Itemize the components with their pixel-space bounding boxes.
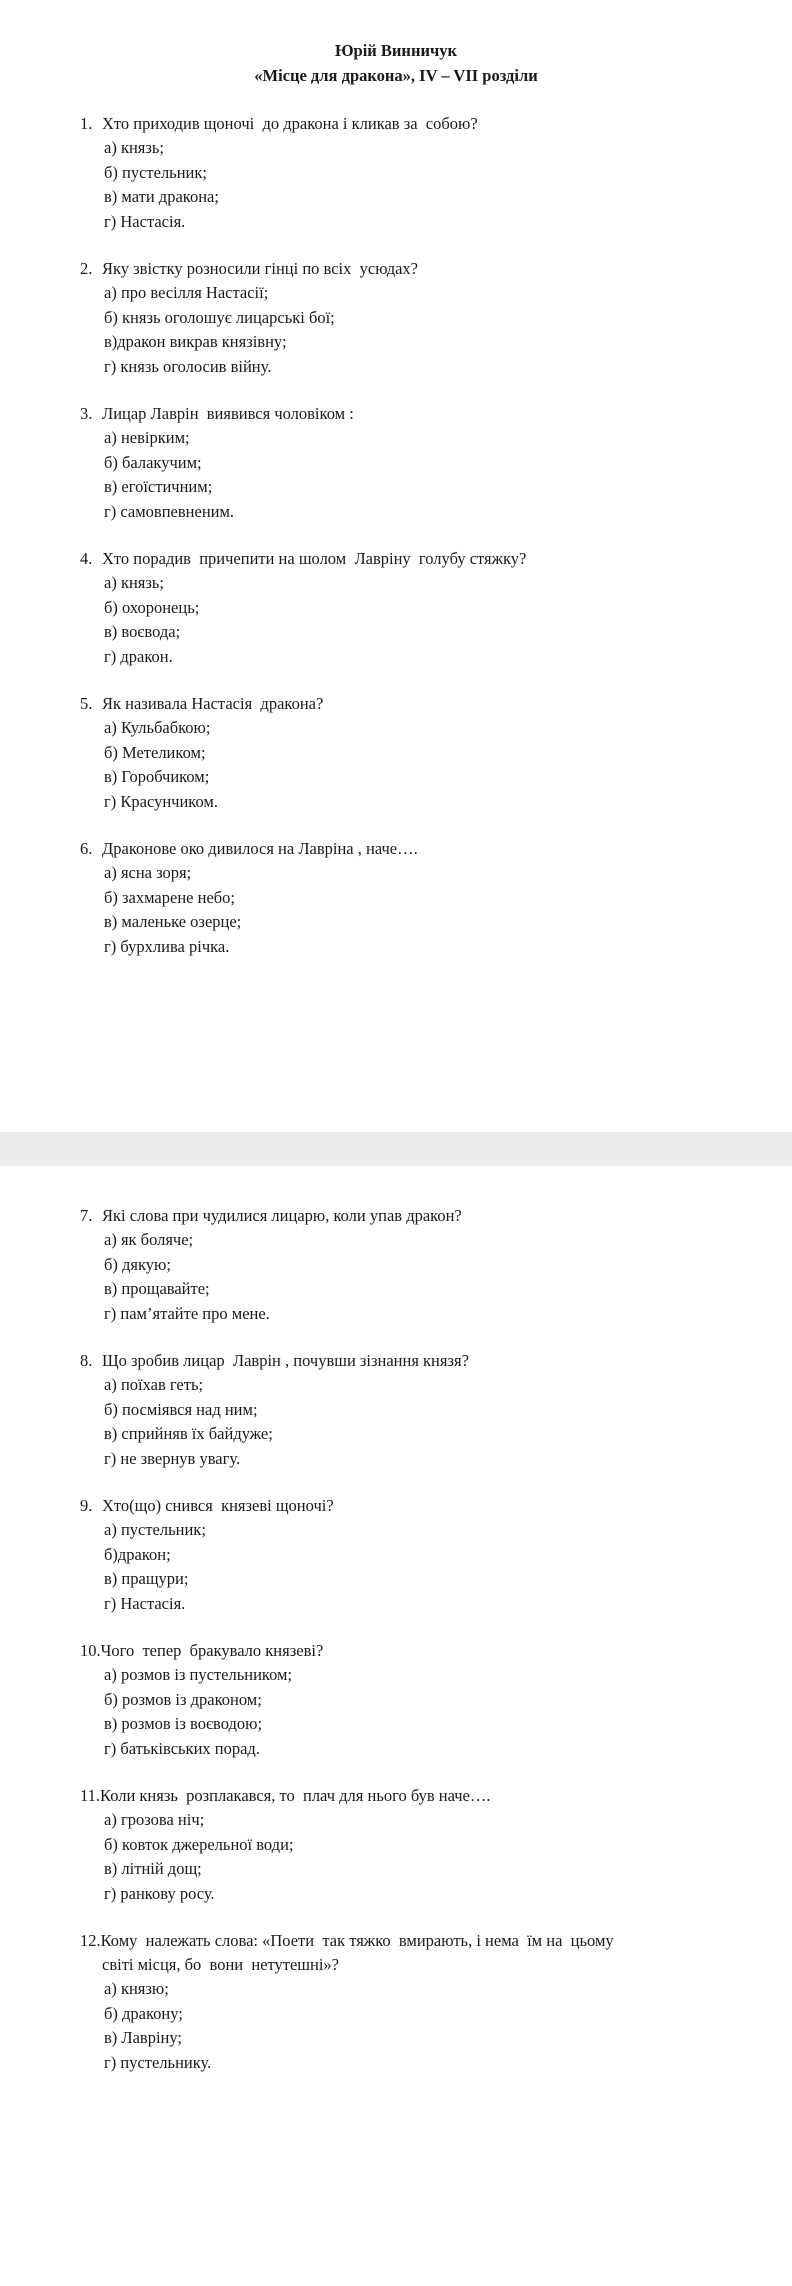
question-item — [80, 1639, 732, 1761]
answer-options — [80, 1977, 732, 2075]
question-number: 3. — [80, 404, 93, 423]
question-item — [80, 1929, 732, 2075]
answer-option: г) Красунчиком. — [104, 791, 218, 811]
question-number: 6. — [80, 839, 93, 858]
answer-option: г) Настасія. — [104, 211, 186, 231]
question-list-page-1 — [80, 112, 732, 982]
question-label: Чого тепер бракувало князеві? — [100, 1641, 324, 1660]
answer-option: б) балакучим; — [104, 452, 202, 472]
answer-option: а) як боляче; — [104, 1230, 194, 1249]
answer-option: а) розмов із пустельником; — [104, 1665, 293, 1684]
question-item — [80, 1494, 732, 1616]
answer-options — [80, 1518, 732, 1616]
answer-option: а) князь; — [104, 573, 165, 592]
question-text — [80, 112, 732, 136]
answer-option: г) самовпевненим. — [104, 501, 235, 521]
question-item — [80, 402, 732, 524]
answer-option: в) прощавайте; — [104, 1279, 210, 1298]
question-text — [80, 402, 732, 426]
answer-option: б) захмарене небо; — [104, 887, 235, 907]
document-page-1 — [0, 0, 792, 1132]
question-text — [80, 1204, 732, 1228]
answer-option: в) мати дракона; — [104, 187, 219, 206]
answer-option: а) Кульбабкою; — [104, 718, 211, 737]
answer-option: б) пустельник; — [104, 162, 207, 182]
answer-option: в)дракон викрав князівну; — [104, 332, 287, 351]
answer-option: в) Горобчиком; — [104, 767, 210, 786]
question-label: Кому належать слова: «Поети так тяжко вмирають, і нема їм на цьому — [100, 1931, 614, 1950]
question-text — [80, 1349, 732, 1373]
answer-option: б) дякую; — [104, 1254, 171, 1274]
question-text — [80, 1639, 732, 1663]
question-number: 1. — [80, 114, 93, 133]
document-title: «Місце для дракона», IV – VII розділи — [254, 66, 538, 85]
document-page-2 — [0, 1166, 792, 2286]
question-number: 9. — [80, 1496, 93, 1515]
question-label: Драконове око дивилося на Лавріна , наче…. — [102, 839, 418, 858]
answer-options — [80, 1373, 732, 1471]
answer-option: в) пращури; — [104, 1569, 189, 1588]
answer-options — [80, 281, 732, 379]
answer-option: б)дракон; — [104, 1544, 171, 1564]
answer-option: в) літній дощ; — [104, 1859, 202, 1878]
answer-option: а) поїхав геть; — [104, 1375, 204, 1394]
answer-option: а) пустельник; — [104, 1520, 206, 1539]
answer-option: а) грозова ніч; — [104, 1810, 205, 1829]
question-item — [80, 837, 732, 959]
question-number: 8. — [80, 1351, 93, 1370]
answer-option: б) розмов із драконом; — [104, 1689, 262, 1709]
question-text — [80, 547, 732, 571]
question-label: Які слова при чудилися лицарю, коли упав дракон? — [102, 1206, 462, 1225]
document-header — [0, 0, 792, 88]
question-text — [80, 692, 732, 716]
answer-option: б) ковток джерельної води; — [104, 1834, 294, 1854]
question-label: Яку звістку розносили гінці по всіх усюдах? — [102, 259, 418, 278]
answer-options — [80, 426, 732, 524]
answer-option: в) маленьке озерце; — [104, 912, 242, 931]
question-label: Хто приходив щоночі до дракона і кликав за собою? — [102, 114, 478, 133]
answer-option: в) воєвода; — [104, 622, 181, 641]
question-item — [80, 1784, 732, 1906]
answer-option: г) бурхлива річка. — [104, 936, 230, 956]
question-label: Хто(що) снився князеві щоночі? — [102, 1496, 334, 1515]
answer-option: в) егоїстичним; — [104, 477, 213, 496]
question-number: 12. — [80, 1931, 101, 1950]
question-number: 4. — [80, 549, 93, 568]
answer-option: б) дракону; — [104, 2003, 183, 2023]
question-label: Коли князь розплакався, то плач для нього був наче…. — [100, 1786, 491, 1805]
answer-option: а) ясна зоря; — [104, 863, 192, 882]
question-item — [80, 1349, 732, 1471]
answer-option: а) князь; — [104, 138, 165, 157]
answer-option: в) Лавріну; — [104, 2028, 182, 2047]
answer-options — [80, 716, 732, 814]
answer-options — [80, 136, 732, 234]
question-text — [80, 257, 732, 281]
question-item — [80, 1204, 732, 1326]
question-item — [80, 257, 732, 379]
question-item — [80, 547, 732, 669]
question-number: 10. — [80, 1641, 101, 1660]
answer-options — [80, 571, 732, 669]
question-label: Що зробив лицар Лаврін , почувши зізнання князя? — [102, 1351, 469, 1370]
question-label: Хто порадив причепити на шолом Лавріну голубу стяжку? — [102, 549, 527, 568]
answer-option: в) розмов із воєводою; — [104, 1714, 263, 1733]
answer-option: б) князь оголошує лицарські бої; — [104, 307, 335, 327]
answer-option: б) посміявся над ним; — [104, 1399, 258, 1419]
answer-option: г) батьківських порад. — [104, 1738, 260, 1758]
question-text — [80, 1784, 732, 1808]
answer-options — [80, 861, 732, 959]
answer-option: а) про весілля Настасії; — [104, 283, 269, 302]
answer-option: г) князь оголосив війну. — [104, 356, 272, 376]
question-number: 2. — [80, 259, 93, 278]
author-name: Юрій Винничук — [334, 41, 458, 60]
question-label: Лицар Лаврін виявився чоловіком : — [102, 404, 354, 423]
question-list-page-2 — [80, 1204, 732, 2098]
question-text — [80, 1494, 732, 1518]
question-label-continued: світі місця, бо вони нетутешні»? — [102, 1955, 339, 1974]
question-item — [80, 692, 732, 814]
answer-option: в) сприйняв їх байдуже; — [104, 1424, 273, 1443]
answer-options — [80, 1808, 732, 1906]
answer-option: б) Метеликом; — [104, 742, 206, 762]
answer-options — [80, 1228, 732, 1326]
answer-option: а) невірким; — [104, 428, 190, 447]
question-number: 5. — [80, 694, 93, 713]
answer-option: г) дракон. — [104, 646, 173, 666]
answer-option: а) князю; — [104, 1979, 169, 1998]
answer-option: г) не звернув увагу. — [104, 1448, 241, 1468]
answer-option: г) пустельнику. — [104, 2052, 212, 2072]
question-label: Як називала Настасія дракона? — [102, 694, 324, 713]
answer-option: г) ранкову росу. — [104, 1883, 215, 1903]
question-text — [80, 1929, 732, 1953]
question-text — [80, 837, 732, 861]
question-item — [80, 112, 732, 234]
answer-option: г) пам’ятайте про мене. — [104, 1303, 270, 1323]
answer-options — [80, 1663, 732, 1761]
question-number: 11. — [80, 1786, 101, 1805]
question-number: 7. — [80, 1206, 93, 1225]
answer-option: г) Настасія. — [104, 1593, 186, 1613]
answer-option: б) охоронець; — [104, 597, 200, 617]
